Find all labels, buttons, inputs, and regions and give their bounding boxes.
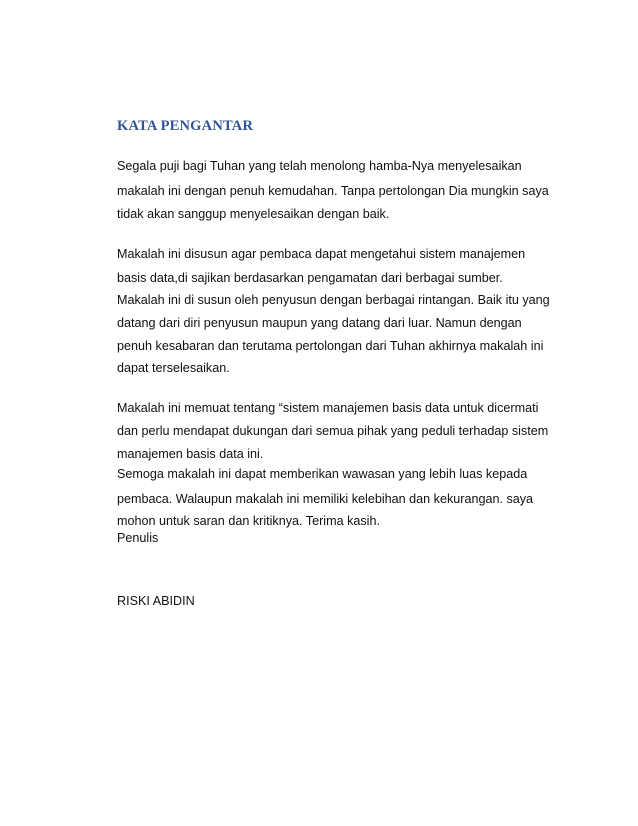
paragraph1-line-2: makalah ini dengan penuh kemudahan. Tanpa pertolongan Dia mungkin saya	[117, 184, 549, 198]
paragraph3-line-5: pembaca. Walaupun makalah ini memiliki kelebihan dan kekurangan. saya	[117, 492, 534, 506]
paragraph2-line-5: penuh kesabaran dan terutama pertolongan dari Tuhan akhirnya makalah ini	[117, 339, 544, 353]
paragraph3-line-1: Makalah ini memuat tentang “sistem manajemen basis data untuk dicermati	[117, 401, 539, 415]
paragraph3-line-6: mohon untuk saran dan kritiknya. Terima kasih.	[117, 514, 380, 528]
author-label: Penulis	[117, 531, 159, 545]
paragraph2-line-3: Makalah ini di susun oleh penyusun dengan berbagai rintangan. Baik itu yang	[117, 293, 550, 307]
paragraph3-line-3: manajemen basis data ini.	[117, 447, 264, 461]
paragraph1-line-3: tidak akan sanggup menyelesaikan dengan baik.	[117, 207, 390, 221]
paragraph2-line-6: dapat terselesaikan.	[117, 361, 230, 375]
paragraph2-line-4: datang dari diri penyusun maupun yang datang dari luar. Namun dengan	[117, 316, 522, 330]
paragraph2-line-1: Makalah ini disusun agar pembaca dapat mengetahui sistem manajemen	[117, 247, 526, 261]
paragraph2-line-2: basis data,di sajikan berdasarkan pengamatan dari berbagai sumber.	[117, 271, 503, 285]
paragraph1-line-1: Segala puji bagi Tuhan yang telah menolong hamba-Nya menyelesaikan	[117, 159, 522, 173]
paragraph3-line-2: dan perlu mendapat dukungan dari semua pihak yang peduli terhadap sistem	[117, 424, 549, 438]
paragraph3-line-4: Semoga makalah ini dapat memberikan wawasan yang lebih luas kepada	[117, 467, 528, 481]
page-title: KATA PENGANTAR	[117, 118, 254, 134]
signature-name: RISKI ABIDIN	[117, 594, 195, 608]
